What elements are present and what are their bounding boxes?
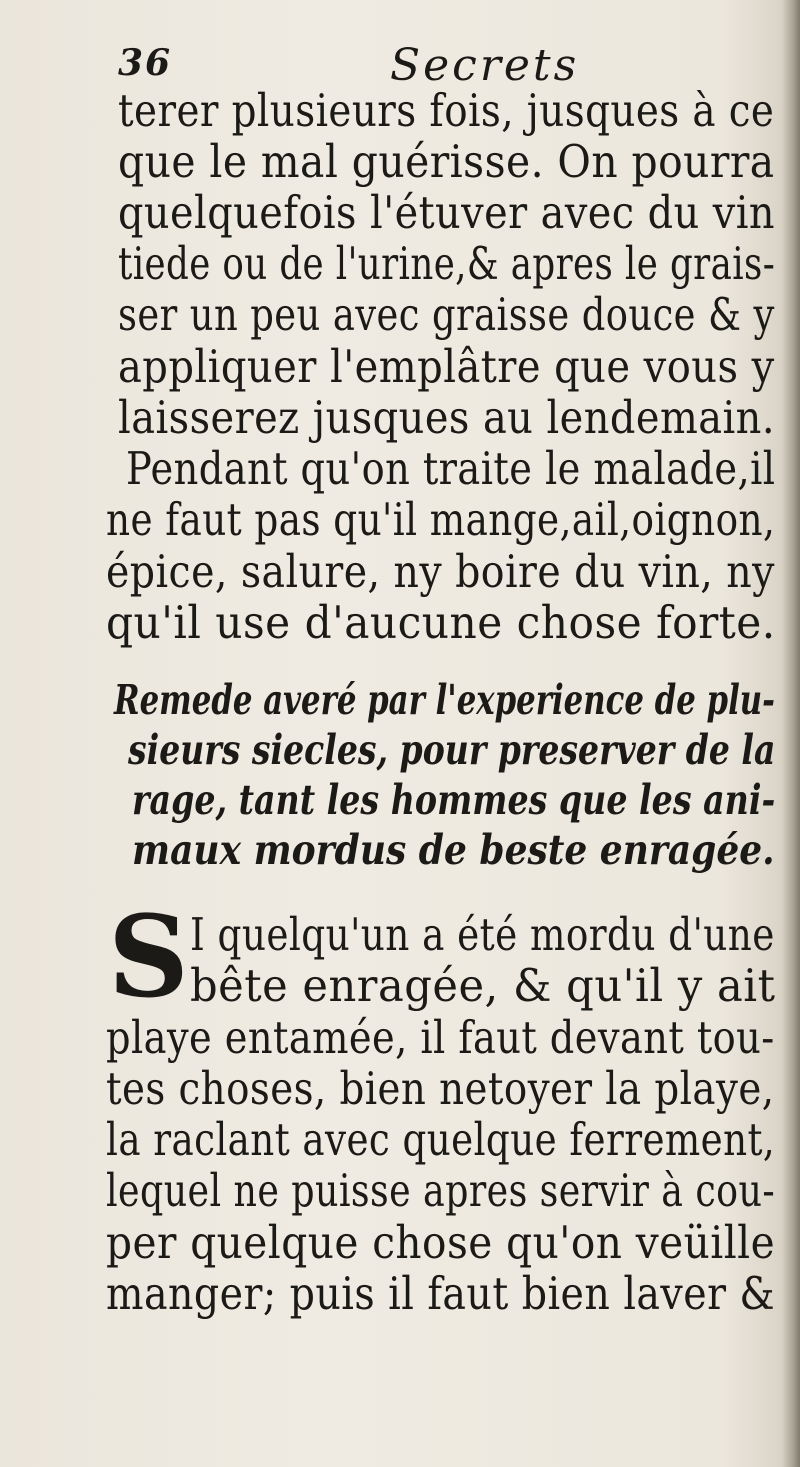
text-line: appliquer l'emplâtre que vous y [118,340,775,393]
text-line: playe entamée, il faut devant tou- [106,1011,775,1064]
drop-cap: S [108,892,189,1023]
text-line: laisserez jusques au lendemain. [118,391,775,444]
text-line: manger; puis il faut bien laver & [106,1267,776,1320]
text-line: lequel ne puisse apres servir à cou- [106,1164,776,1217]
text-line: qu'il use d'aucune chose forte. [106,596,776,649]
remedy-heading-line: rage, tant les hommes que les ani- [132,776,776,824]
text-line: épice, salure, ny boire du vin, ny [106,545,775,598]
running-head: Secrets [390,40,580,91]
text-line: per quelque chose qu'on veüille [106,1216,776,1269]
text-line: que le mal guérisse. On pourra [118,135,775,188]
text-line: terer plusieurs fois, jusques à ce [118,84,775,137]
text-line: Pendant qu'on traite le malade,il [126,442,776,495]
remedy-heading-line: Remede averé par l'experience de plu- [114,676,775,724]
text-line: I quelqu'un a été mordu d'une [190,908,775,961]
text-line: ne faut pas qu'il mange,ail,oignon, [106,493,776,546]
text-line: quelquefois l'étuver avec du vin [118,186,776,239]
remedy-heading-line: maux mordus de beste enragée. [132,826,775,874]
text-line: tes choses, bien netoyer la playe, [106,1062,775,1115]
text-line: tiede ou de l'urine,& apres le grais- [118,237,776,290]
text-line: bête enragée, & qu'il y ait [190,959,776,1012]
text-line: la raclant avec quelque ferrement, [106,1113,776,1166]
page-edge-shadow [782,0,800,1467]
page-number: 36 [118,42,173,84]
remedy-heading-line: sieurs siecles, pour preserver de la [128,726,776,774]
text-line: ser un peu avec graisse douce & y [118,288,775,341]
